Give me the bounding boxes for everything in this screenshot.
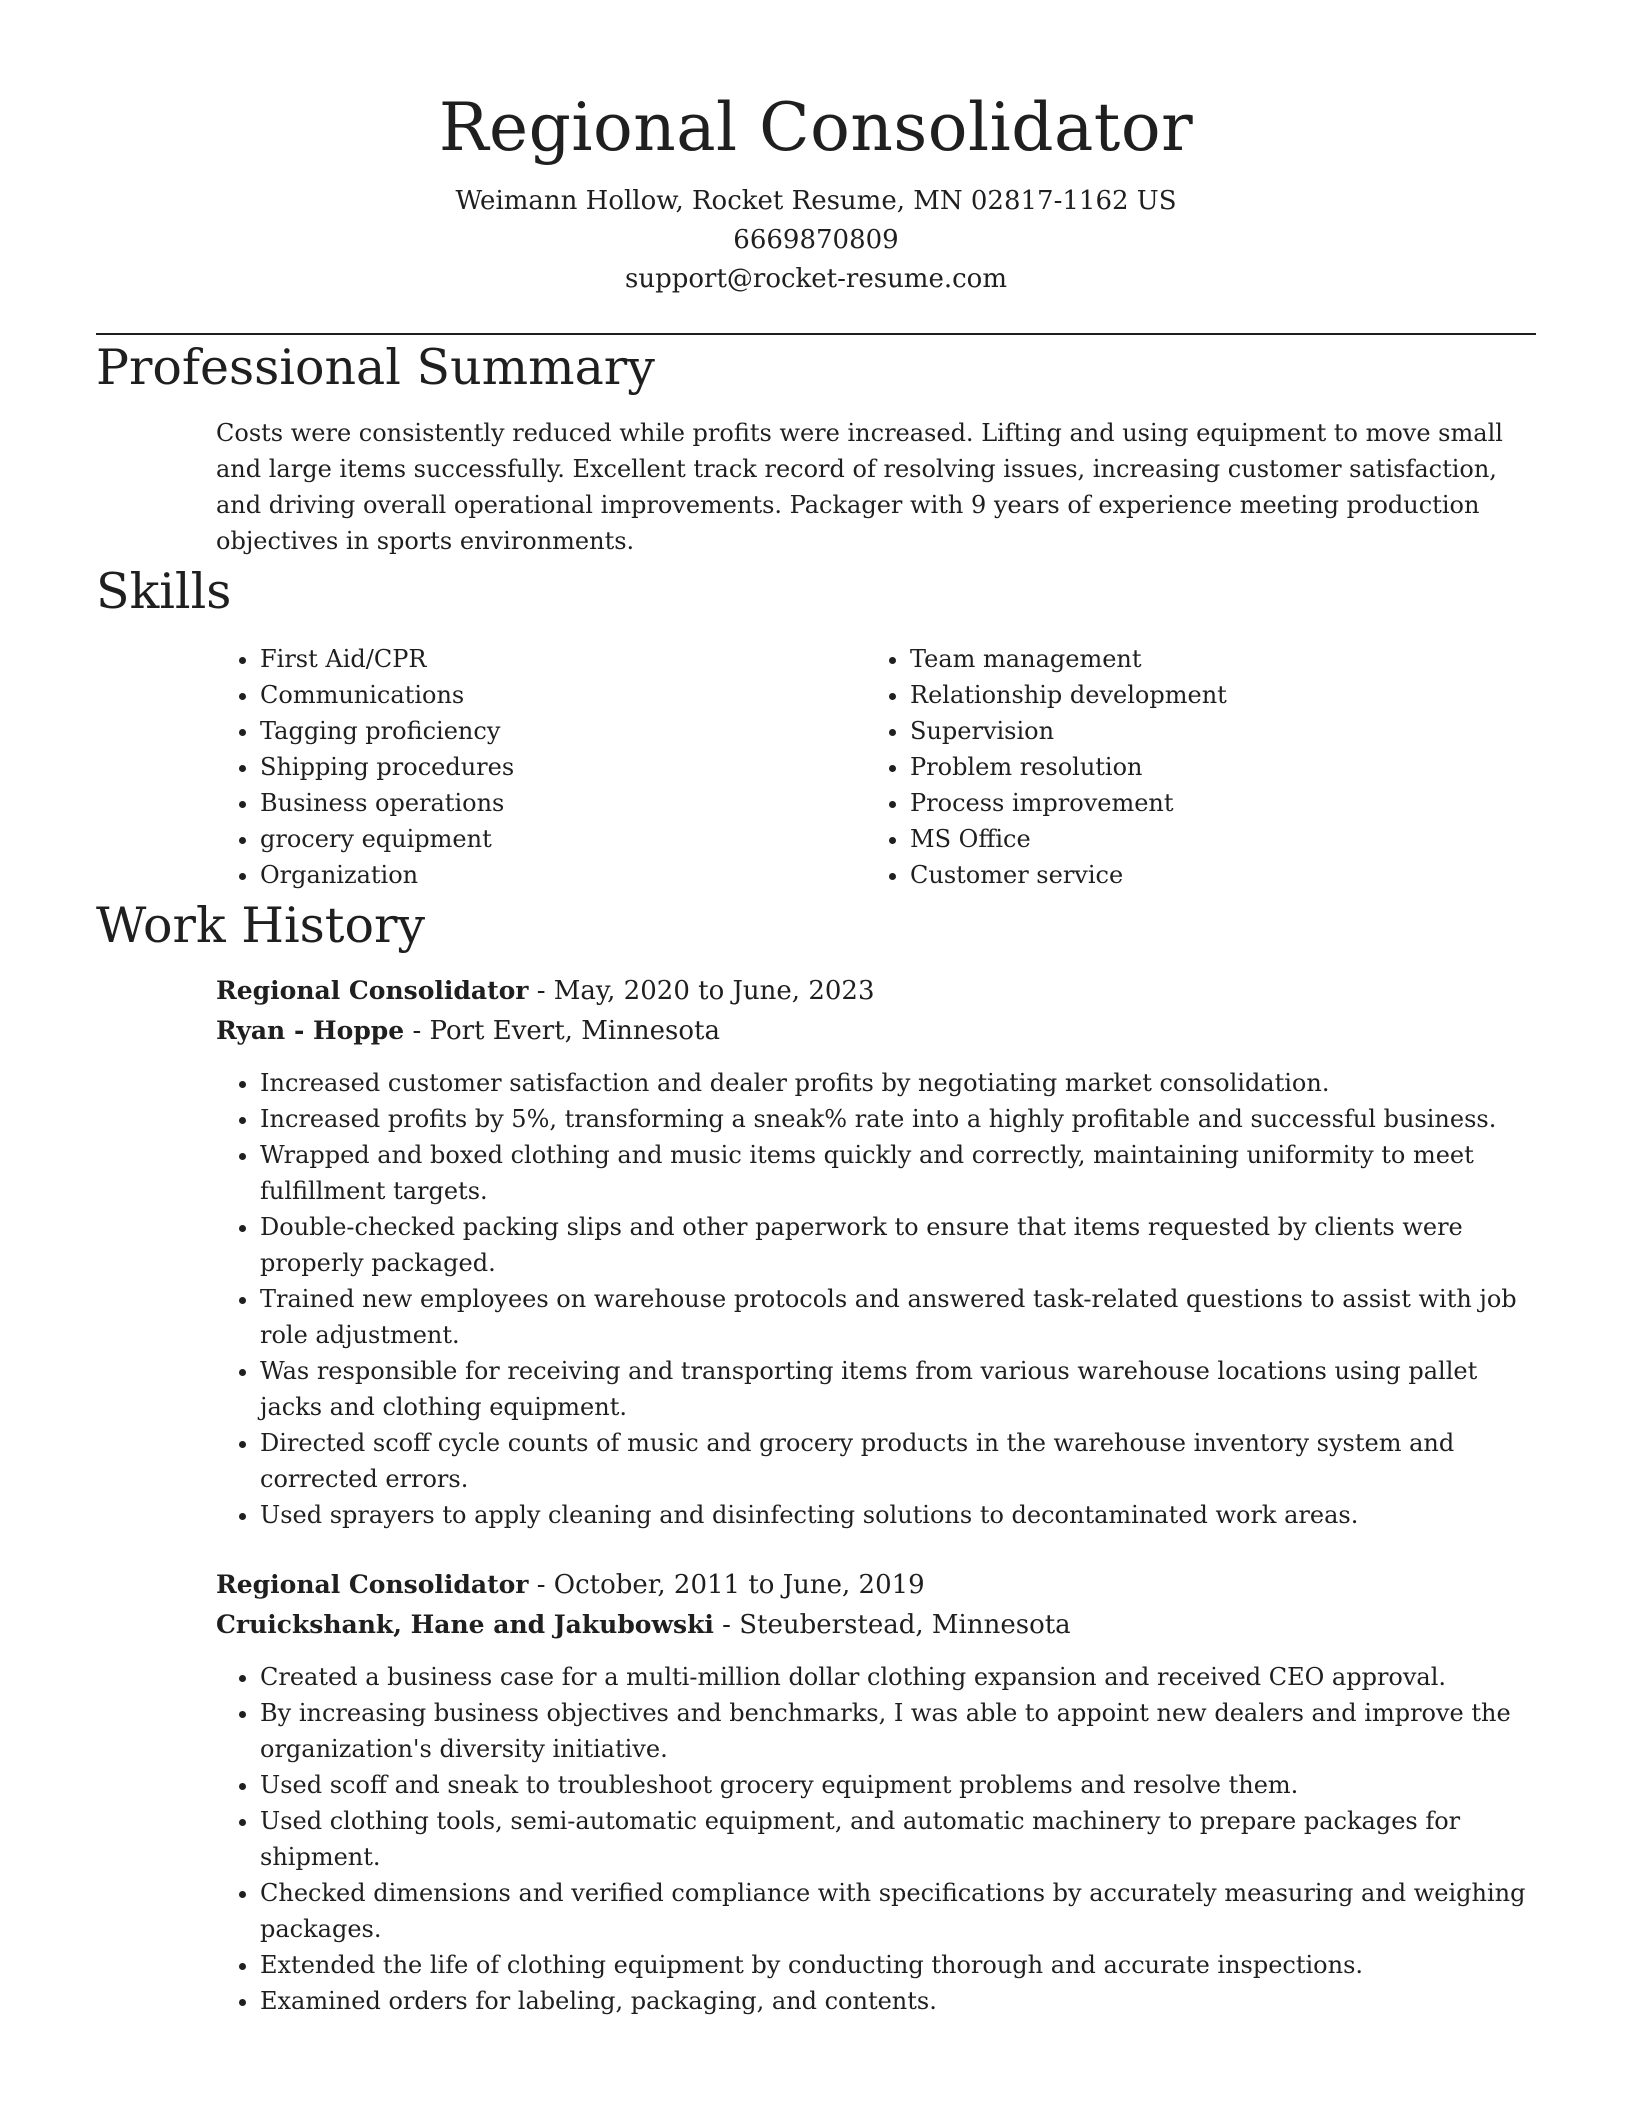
job-bullet: • Used scoff and sneak to troubleshoot grocery equipment problems and resolve them.: [260, 1767, 1536, 1803]
job-bullet: • Increased customer satisfaction and dealer profits by negotiating market consolidation.: [260, 1065, 1536, 1101]
section-title-skills: Skills: [96, 563, 232, 620]
skill-item: • Shipping procedures: [260, 749, 866, 785]
job-company: Cruickshank, Hane and Jakubowski: [216, 1610, 714, 1639]
skills-column-left: [216, 641, 866, 893]
job-title-line: [216, 971, 1536, 1011]
job-bullets: [216, 1659, 1536, 2019]
job-role: Regional Consolidator: [216, 976, 529, 1005]
skill-item: • Organization: [260, 857, 866, 893]
candidate-name: Regional Consolidator: [438, 89, 1194, 166]
job-title-line: [216, 1565, 1536, 1605]
job-entry: [216, 971, 1536, 1533]
job-bullet: • Created a business case for a multi-million dollar clothing expansion and received CEO approval.: [260, 1659, 1536, 1695]
job-bullet: • Increased profits by 5%, transforming a sneak% rate into a highly profitable and successful business.: [260, 1101, 1536, 1137]
job-entry: [216, 1565, 1536, 2019]
skill-item: • Problem resolution: [910, 749, 1516, 785]
resume-header: [96, 82, 1536, 299]
section-title-work-history: Work History: [96, 897, 426, 954]
job-bullet: • Double-checked packing slips and other paperwork to ensure that items requested by clients were properly packaged.: [260, 1209, 1536, 1281]
skill-item: • Business operations: [260, 785, 866, 821]
skill-item: • grocery equipment: [260, 821, 866, 857]
skills-column-right: [866, 641, 1516, 893]
job-dates: - October, 2011 to June, 2019: [528, 1570, 925, 1600]
job-bullet: • Directed scoff cycle counts of music and grocery products in the warehouse inventory system and corrected errors.: [260, 1425, 1536, 1497]
skill-item: • Tagging proficiency: [260, 713, 866, 749]
skill-item: • Process improvement: [910, 785, 1516, 821]
job-bullets: [216, 1065, 1536, 1533]
job-bullet: • Checked dimensions and verified compliance with specifications by accurately measuring and weighing packages.: [260, 1875, 1536, 1947]
skill-item: • Supervision: [910, 713, 1516, 749]
job-bullet: • Used sprayers to apply cleaning and disinfecting solutions to decontaminated work areas.: [260, 1497, 1536, 1533]
skills-list: [216, 641, 1536, 893]
skill-item: • Relationship development: [910, 677, 1516, 713]
contact-info: [96, 182, 1536, 299]
job-bullet: • By increasing business objectives and benchmarks, I was able to appoint new dealers and improve the organization's diversity initiative.: [260, 1695, 1536, 1767]
job-location: - Port Evert, Minnesota: [404, 1016, 720, 1046]
job-location: - Steuberstead, Minnesota: [713, 1610, 1071, 1640]
contact-email: support@rocket-resume.com: [624, 264, 1007, 294]
contact-phone: 6669870809: [733, 225, 899, 255]
skill-item: • Customer service: [910, 857, 1516, 893]
skill-item: • First Aid/CPR: [260, 641, 866, 677]
job-bullet: • Trained new employees on warehouse protocols and answered task-related questions to assist with job role adjustment.: [260, 1281, 1536, 1353]
job-bullet: • Was responsible for receiving and transporting items from various warehouse locations using pallet jacks and clothing equipment.: [260, 1353, 1536, 1425]
job-company-line: [216, 1011, 1536, 1051]
section-title-summary: Professional Summary: [96, 339, 655, 396]
skill-item: • MS Office: [910, 821, 1516, 857]
resume-page: [96, 0, 1536, 2019]
job-bullet: • Examined orders for labeling, packaging, and contents.: [260, 1983, 1536, 2019]
summary-text: Costs were consistently reduced while profits were increased. Lifting and using equipment to move small and large items successfully. Excellent track record of resolving issues, increasing customer satisfaction, and driving overall operational improvements. Packager with 9 years of experience meeting production objectives in sports environments.: [216, 419, 1503, 555]
skill-item: • Team management: [910, 641, 1516, 677]
contact-address: Weimann Hollow, Rocket Resume, MN 02817-1162 US: [455, 186, 1177, 216]
skill-item: • Communications: [260, 677, 866, 713]
job-bullet: • Extended the life of clothing equipment by conducting thorough and accurate inspections.: [260, 1947, 1536, 1983]
job-bullet: • Wrapped and boxed clothing and music items quickly and correctly, maintaining uniformity to meet fulfillment targets.: [260, 1137, 1536, 1209]
job-company: Ryan - Hoppe: [216, 1016, 405, 1045]
job-bullet: • Used clothing tools, semi-automatic equipment, and automatic machinery to prepare packages for shipment.: [260, 1803, 1536, 1875]
job-dates: - May, 2020 to June, 2023: [528, 976, 875, 1006]
job-company-line: [216, 1605, 1536, 1645]
job-role: Regional Consolidator: [216, 1570, 529, 1599]
